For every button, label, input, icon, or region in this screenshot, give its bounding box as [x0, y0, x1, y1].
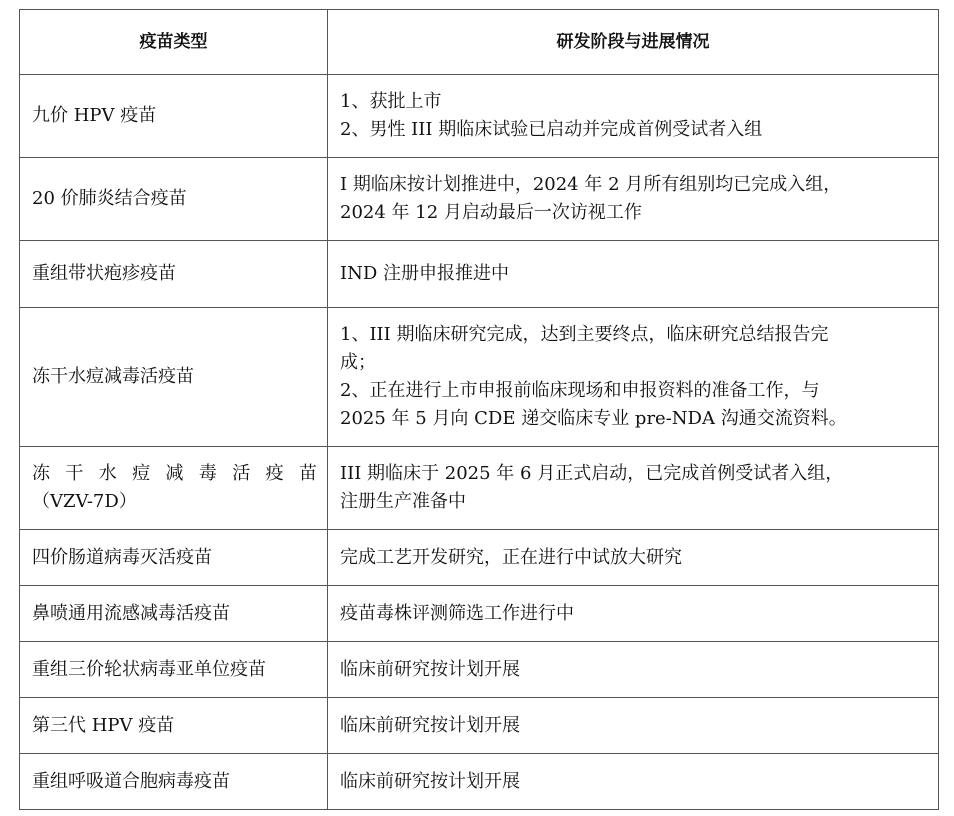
vaccine-pipeline-table-container — [19, 9, 938, 810]
vaccine-pipeline-table — [19, 9, 939, 810]
table-row — [20, 530, 939, 586]
table-row — [20, 447, 939, 530]
vaccine-name-cell — [20, 586, 328, 642]
table-header-row — [20, 10, 939, 75]
vaccine-name-cell — [20, 75, 328, 158]
progress-cell — [328, 75, 939, 158]
vaccine-name: 冻 干 水 痘 减 毒 活 疫 苗 — [32, 463, 317, 484]
table-row — [20, 241, 939, 308]
progress-cell — [328, 308, 939, 447]
progress-line: 2、男性 III 期临床试验已启动并完成首例受试者入组 — [340, 119, 763, 140]
progress-line: IND 注册申报推进中 — [340, 263, 510, 284]
vaccine-name: 鼻喷通用流感减毒活疫苗 — [32, 602, 230, 624]
progress-line: 临床前研究按计划开展 — [340, 658, 520, 680]
table-row — [20, 158, 939, 241]
progress-line: 1、获批上市 — [340, 91, 442, 112]
vaccine-name: 重组带状疱疹疫苗 — [32, 263, 176, 284]
progress-cell — [328, 241, 939, 308]
progress-line: 临床前研究按计划开展 — [340, 714, 520, 736]
vaccine-name-cell — [20, 241, 328, 308]
vaccine-name-suffix: （VZV-7D） — [32, 491, 137, 512]
progress-line: III 期临床于 2025 年 6 月正式启动，已完成首例受试者入组， — [340, 463, 844, 484]
progress-line: 2025 年 5 月向 CDE 递交临床专业 pre-NDA 沟通交流资料。 — [340, 408, 847, 429]
progress-line: I 期临床按计划推进中，2024 年 2 月所有组别均已完成入组， — [340, 174, 842, 195]
header-vaccine-type: 疫苗类型 — [20, 10, 328, 75]
vaccine-name-cell — [20, 308, 328, 447]
progress-line: 成； — [340, 352, 376, 373]
progress-cell — [328, 158, 939, 241]
progress-line: 临床前研究按计划开展 — [340, 770, 520, 792]
table-row — [20, 754, 939, 810]
vaccine-name-cell — [20, 754, 328, 810]
vaccine-name: 重组三价轮状病毒亚单位疫苗 — [32, 658, 266, 680]
progress-cell — [328, 754, 939, 810]
vaccine-name-cell — [20, 530, 328, 586]
progress-line: 注册生产准备中 — [340, 491, 466, 512]
progress-line: 2024 年 12 月启动最后一次访视工作 — [340, 202, 642, 223]
progress-line: 2、正在进行上市申报前临床现场和申报资料的准备工作，与 — [340, 380, 820, 401]
vaccine-name: 四价肠道病毒灭活疫苗 — [32, 546, 212, 568]
vaccine-name: 冻干水痘减毒活疫苗 — [32, 366, 194, 387]
vaccine-name: 20 价肺炎结合疫苗 — [32, 188, 187, 209]
vaccine-name: 重组呼吸道合胞病毒疫苗 — [32, 770, 230, 792]
progress-cell — [328, 642, 939, 698]
progress-line: 完成工艺开发研究，正在进行中试放大研究 — [340, 546, 682, 568]
vaccine-name-cell — [20, 642, 328, 698]
vaccine-name-cell — [20, 158, 328, 241]
progress-cell — [328, 447, 939, 530]
vaccine-name: 第三代 HPV 疫苗 — [32, 714, 175, 736]
vaccine-name-cell — [20, 447, 328, 530]
table-row — [20, 642, 939, 698]
progress-line: 1、III 期临床研究完成，达到主要终点，临床研究总结报告完 — [340, 324, 829, 345]
progress-line: 疫苗毒株评测筛选工作进行中 — [340, 602, 574, 624]
table-row — [20, 698, 939, 754]
progress-cell — [328, 530, 939, 586]
progress-cell — [328, 586, 939, 642]
header-progress: 研发阶段与进展情况 — [328, 10, 939, 75]
vaccine-name-cell — [20, 698, 328, 754]
progress-cell — [328, 698, 939, 754]
table-row — [20, 75, 939, 158]
table-row — [20, 586, 939, 642]
table-row — [20, 308, 939, 447]
vaccine-name: 九价 HPV 疫苗 — [32, 105, 157, 126]
